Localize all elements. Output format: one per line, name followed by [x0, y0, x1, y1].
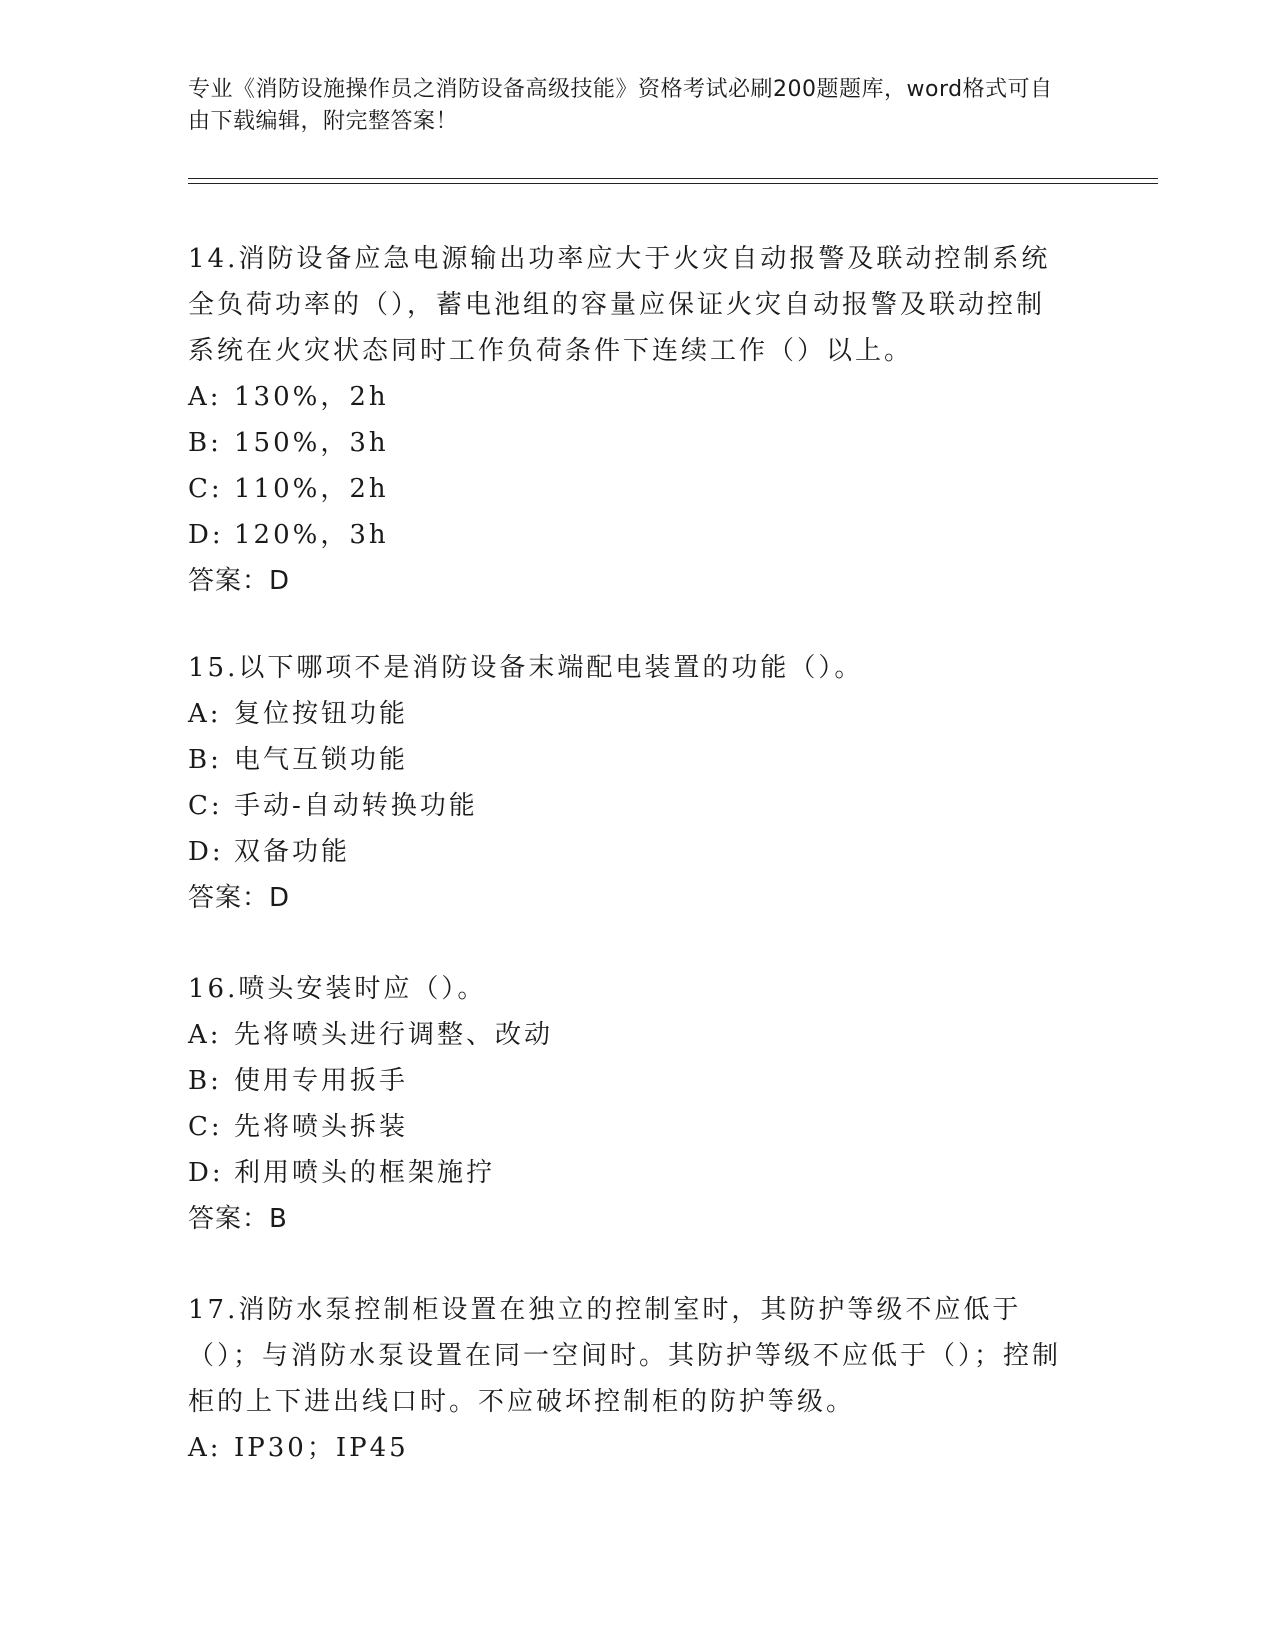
question-stem: 15.以下哪项不是消防设备末端配电装置的功能（）。 — [188, 653, 864, 683]
option-c — [188, 466, 1068, 512]
option-key: B: — [188, 1066, 222, 1096]
option-key: B: — [188, 745, 222, 775]
question-14 — [188, 236, 1068, 604]
option-d — [188, 1150, 1068, 1196]
option-a — [188, 1425, 1068, 1471]
option-key: C: — [188, 474, 223, 504]
option-key: A: — [188, 1433, 222, 1463]
option-a — [188, 374, 1068, 420]
option-b — [188, 1058, 1068, 1104]
option-key: A: — [188, 1020, 222, 1050]
answer-line: 答案：D — [188, 883, 291, 913]
option-key: D: — [188, 837, 224, 867]
question-15 — [188, 645, 1068, 921]
option-text: 先将喷头进行调整、改动 — [234, 1020, 554, 1050]
option-text: 复位按钮功能 — [234, 699, 409, 729]
option-d — [188, 512, 1068, 558]
option-text: 130%，2h — [234, 382, 389, 412]
option-key: C: — [188, 791, 223, 821]
option-a — [188, 1012, 1068, 1058]
option-a — [188, 691, 1068, 737]
option-b — [188, 737, 1068, 783]
option-text: 先将喷头拆装 — [234, 1112, 409, 1142]
question-stem: 14.消防设备应急电源输出功率应大于火灾自动报警及联动控制系统全负荷功率的（），蓄电池组的容量应保证火灾自动报警及联动控制系统在火灾状态同时工作负荷条件下连续工作（）以上。 — [188, 244, 1051, 366]
header-divider-bottom — [188, 183, 1158, 184]
option-text: 电气互锁功能 — [234, 745, 409, 775]
question-stem: 17.消防水泵控制柜设置在独立的控制室时，其防护等级不应低于（）；与消防水泵设置在同一空间时。其防护等级不应低于（）；控制柜的上下进出线口时。不应破坏控制柜的防护等级。 — [188, 1295, 1062, 1417]
option-text: 利用喷头的框架施拧 — [234, 1158, 496, 1188]
question-17 — [188, 1287, 1068, 1471]
option-key: C: — [188, 1112, 223, 1142]
question-stem: 16.喷头安装时应（）。 — [188, 974, 487, 1004]
option-d — [188, 829, 1068, 875]
option-key: A: — [188, 699, 222, 729]
option-text: 使用专用扳手 — [234, 1066, 409, 1096]
answer-line: 答案：B — [188, 1204, 288, 1234]
document-intro: 专业《消防设施操作员之消防设备高级技能》资格考试必刷200题题库，word格式可自由下载编辑，附完整答案！ — [188, 77, 1053, 134]
option-key: B: — [188, 428, 222, 458]
option-key: D: — [188, 520, 224, 550]
option-text: 手动-自动转换功能 — [234, 791, 478, 821]
header-divider-top — [188, 178, 1158, 179]
option-text: 双备功能 — [234, 837, 351, 867]
option-key: A: — [188, 382, 222, 412]
option-text: 110%，2h — [234, 474, 389, 504]
option-c — [188, 1104, 1068, 1150]
option-b — [188, 420, 1068, 466]
option-text: 150%，3h — [234, 428, 389, 458]
option-text: 120%，3h — [234, 520, 389, 550]
question-16 — [188, 966, 1068, 1242]
option-c — [188, 783, 1068, 829]
answer-line: 答案：D — [188, 566, 291, 596]
option-text: IP30；IP45 — [234, 1433, 409, 1463]
option-key: D: — [188, 1158, 224, 1188]
